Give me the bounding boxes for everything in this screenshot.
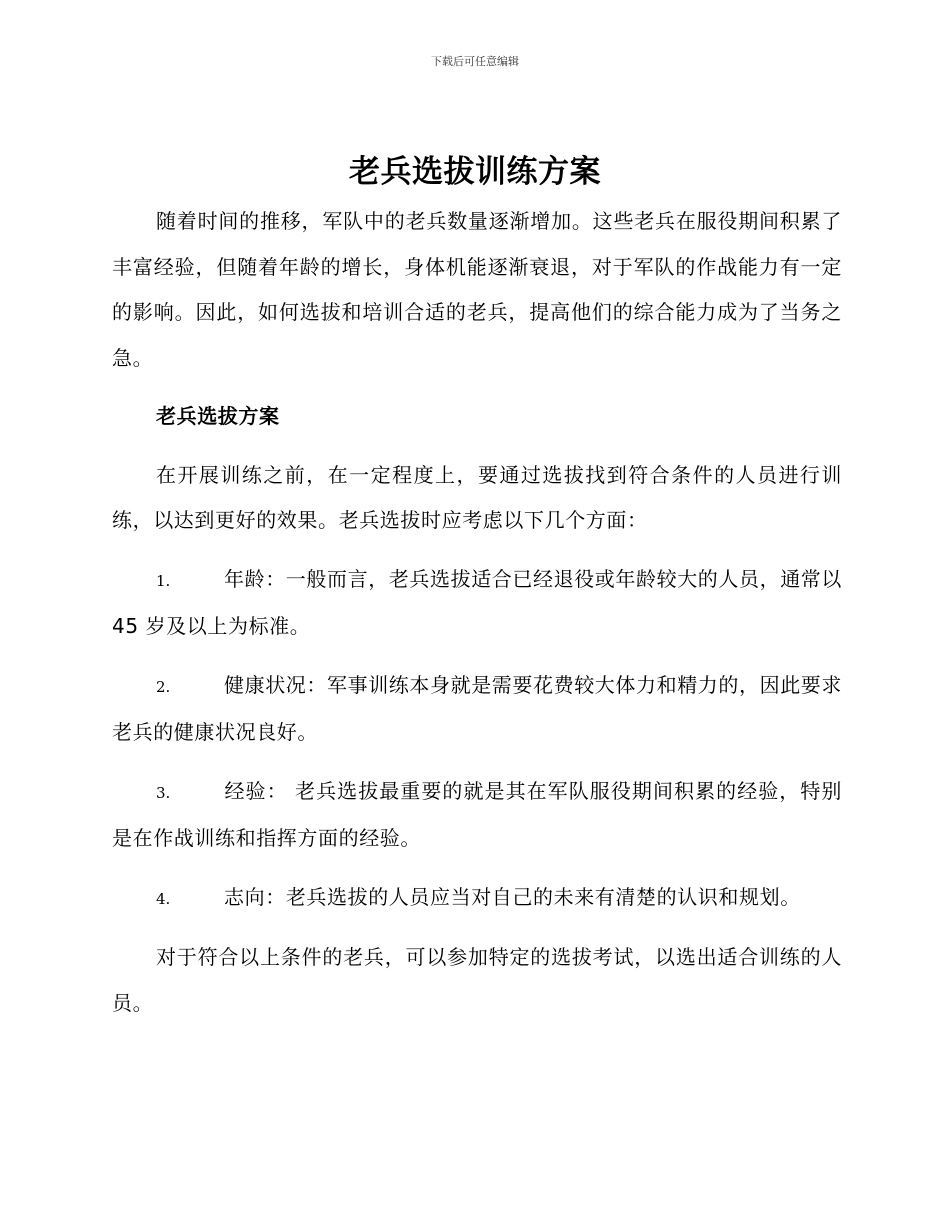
criteria-text: 年龄：一般而言，老兵选拔适合已经退役或年龄较大的人员，通常以 45 岁及以上为标准。 — [112, 566, 842, 638]
document-body — [112, 199, 842, 1026]
criteria-item — [112, 769, 842, 862]
criteria-item — [112, 557, 842, 650]
intro-paragraph: 随着时间的推移，军队中的老兵数量逐渐增加。这些老兵在服役期间积累了丰富经验，但随着年龄的增长，身体机能逐渐衰退，对于军队的作战能力有一定的影响。因此，如何选拔和培训合适的老兵，提高他们的综合能力成为了当务之急。 — [112, 209, 842, 370]
criteria-text: 经验： 老兵选拔最重要的就是其在军队服役期间积累的经验，特别是在作战训练和指挥方面的经验。 — [112, 778, 842, 850]
criteria-text: 志向：老兵选拔的人员应当对自己的未来有清楚的认识和规划。 — [224, 884, 801, 909]
criteria-item — [112, 875, 842, 923]
criteria-item — [112, 663, 842, 756]
criteria-number: 4. — [156, 889, 171, 908]
paragraph-spacer — [112, 650, 842, 663]
document-title: 老兵选拔训练方案 — [349, 154, 601, 190]
criteria-text: 健康状况：军事训练本身就是需要花费较大体力和精力的，因此要求老兵的健康状况良好。 — [112, 672, 842, 744]
criteria-number: 1. — [156, 571, 171, 590]
conclusion-paragraph: 对于符合以上条件的老兵，可以参加特定的选拔考试，以选出适合训练的人员。 — [112, 945, 842, 1015]
criteria-number: 2. — [156, 677, 171, 696]
page-header-note: 下载后可任意编辑 — [431, 55, 519, 68]
criteria-number: 3. — [156, 783, 171, 802]
paragraph-spacer — [112, 756, 842, 769]
section-intro-paragraph: 在开展训练之前，在一定程度上，要通过选拔找到符合条件的人员进行训练，以达到更好的效果。老兵选拔时应考虑以下几个方面： — [112, 462, 842, 532]
section-heading: 老兵选拔方案 — [156, 404, 280, 428]
paragraph-spacer — [112, 440, 842, 453]
paragraph-spacer — [112, 862, 842, 875]
paragraph-spacer — [112, 544, 842, 557]
paragraph-spacer — [112, 381, 842, 394]
paragraph-spacer — [112, 922, 842, 935]
